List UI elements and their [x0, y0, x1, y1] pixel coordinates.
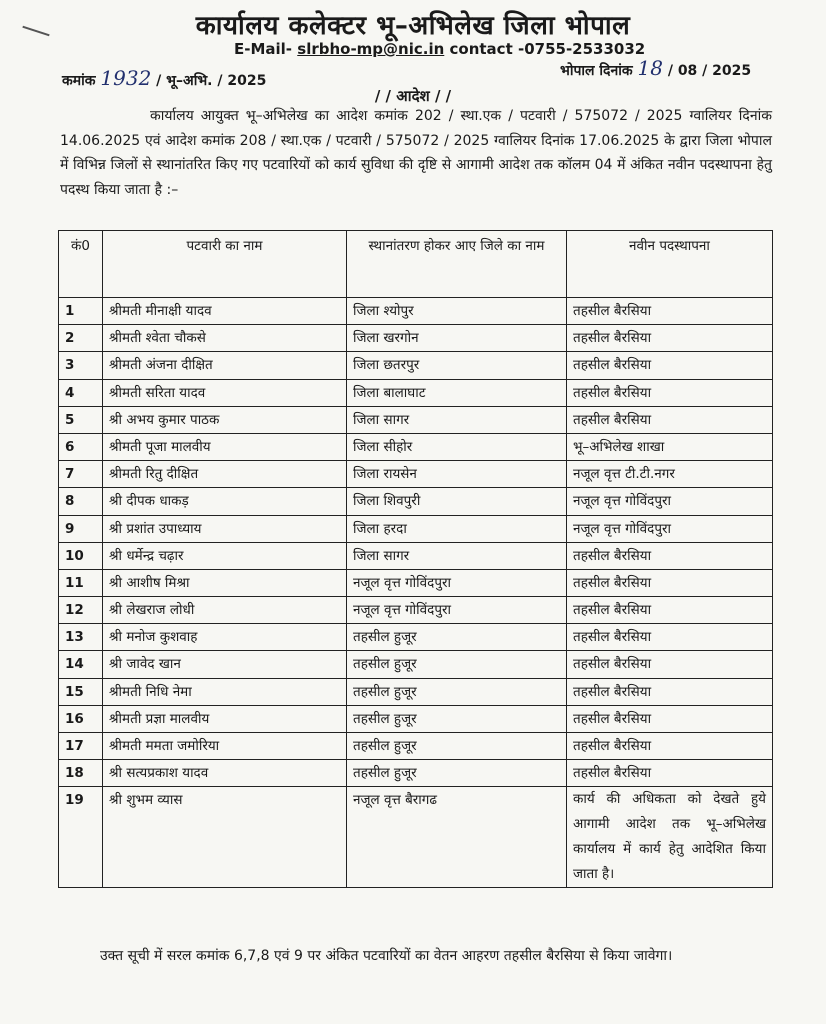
row-new-posting: नजूल वृत्त टी.टी.नगर — [567, 461, 773, 488]
table-body — [59, 298, 773, 888]
row-serial: 6 — [59, 433, 103, 460]
row-name: श्री जावेद खान — [103, 651, 347, 678]
table-row — [59, 787, 773, 888]
row-name: श्रीमती पूजा मालवीय — [103, 433, 347, 460]
row-new-posting: तहसील बैरसिया — [567, 651, 773, 678]
row-new-posting: तहसील बैरसिया — [567, 760, 773, 787]
row-serial: 18 — [59, 760, 103, 787]
row-new-posting: तहसील बैरसिया — [567, 298, 773, 325]
row-name: श्रीमती मीनाक्षी यादव — [103, 298, 347, 325]
table-header-row — [59, 231, 773, 298]
kramank-label: कमांक — [62, 73, 96, 89]
row-serial: 17 — [59, 733, 103, 760]
row-new-posting: तहसील बैरसिया — [567, 352, 773, 379]
row-name: श्रीमती सरिता यादव — [103, 379, 347, 406]
date-day-handwritten: 18 — [637, 56, 663, 80]
row-serial: 4 — [59, 379, 103, 406]
row-name: श्री आशीष मिश्रा — [103, 569, 347, 596]
row-new-posting: तहसील बैरसिया — [567, 705, 773, 732]
row-serial: 1 — [59, 298, 103, 325]
row-new-posting: तहसील बैरसिया — [567, 569, 773, 596]
col-header-from-district: स्थानांतरण होकर आए जिले का नाम — [347, 231, 567, 298]
col-header-name: पटवारी का नाम — [103, 231, 347, 298]
row-serial: 14 — [59, 651, 103, 678]
row-name: श्रीमती अंजना दीक्षित — [103, 352, 347, 379]
row-from-district: जिला सीहोर — [347, 433, 567, 460]
table-row — [59, 678, 773, 705]
row-name: श्री लेखराज लोधी — [103, 597, 347, 624]
kramank-handwritten: 1932 — [100, 66, 152, 90]
row-name: श्रीमती श्वेता चौकसे — [103, 325, 347, 352]
row-from-district: जिला खरगोन — [347, 325, 567, 352]
table-row — [59, 298, 773, 325]
row-from-district: जिला हरदा — [347, 515, 567, 542]
table-row — [59, 597, 773, 624]
row-name: श्रीमती ममता जमोरिया — [103, 733, 347, 760]
email-address: slrbho-mp@nic.in — [297, 40, 445, 58]
table-row — [59, 569, 773, 596]
row-from-district: तहसील हुजूर — [347, 678, 567, 705]
table-row — [59, 352, 773, 379]
table-row — [59, 760, 773, 787]
row-serial: 5 — [59, 406, 103, 433]
row-serial: 3 — [59, 352, 103, 379]
reference-date — [560, 56, 751, 80]
row-serial: 19 — [59, 787, 103, 888]
row-new-posting: भू–अभिलेख शाखा — [567, 433, 773, 460]
row-from-district: जिला रायसेन — [347, 461, 567, 488]
row-from-district: नजूल वृत्त गोविंदपुरा — [347, 569, 567, 596]
row-new-posting: तहसील बैरसिया — [567, 624, 773, 651]
order-heading: / / आदेश / / — [374, 87, 452, 105]
row-from-district: तहसील हुजूर — [347, 733, 567, 760]
row-serial: 15 — [59, 678, 103, 705]
row-name: श्री शुभम व्यास — [103, 787, 347, 888]
row-serial: 7 — [59, 461, 103, 488]
row-name: श्री सत्यप्रकाश यादव — [103, 760, 347, 787]
row-from-district: जिला श्योपुर — [347, 298, 567, 325]
row-new-posting: तहसील बैरसिया — [567, 678, 773, 705]
row-serial: 8 — [59, 488, 103, 515]
row-from-district: नजूल वृत्त गोविंदपुरा — [347, 597, 567, 624]
row-new-posting: तहसील बैरसिया — [567, 597, 773, 624]
table-row — [59, 488, 773, 515]
row-from-district: जिला छतरपुर — [347, 352, 567, 379]
row-from-district: तहसील हुजूर — [347, 705, 567, 732]
table-row — [59, 406, 773, 433]
table-row — [59, 705, 773, 732]
row-new-posting: कार्य की अधिकता को देखते हुये आगामी आदेश तक भू–अभिलेख कार्यालय में कार्य हेतु आदेशित किया जाता है। — [567, 787, 773, 888]
row-serial: 9 — [59, 515, 103, 542]
row-new-posting: तहसील बैरसिया — [567, 325, 773, 352]
row-new-posting: नजूल वृत्त गोविंदपुरा — [567, 488, 773, 515]
table-row — [59, 461, 773, 488]
table-row — [59, 325, 773, 352]
table-row — [59, 733, 773, 760]
row-serial: 10 — [59, 542, 103, 569]
table-row — [59, 651, 773, 678]
row-new-posting: तहसील बैरसिया — [567, 406, 773, 433]
table-row — [59, 433, 773, 460]
row-name: श्रीमती निधि नेमा — [103, 678, 347, 705]
footer-note: उक्त सूची में सरल कमांक 6,7,8 एवं 9 पर अंकित पटवारियों का वेतन आहरण तहसील बैरसिया से किया जावेगा। — [100, 948, 673, 964]
table-row — [59, 624, 773, 651]
col-header-serial: कं0 — [59, 231, 103, 298]
contact-number: contact -0755-2533032 — [449, 40, 646, 58]
intro-paragraph: कार्यालय आयुक्त भू–अभिलेख का आदेश कमांक 202 / स्था.एक / पटवारी / 575072 / 2025 ग्वालियर दिनांक 14.06.2025 एवं आदेश कमांक 208 / स्था.एक / पटवारी / 575072 / 2025 ग्वालियर दिनांक 17.06.2025 के द्वारा जिला भोपाल में विभिन्न जिलों से स्थानांतरित किए गए पटवारियों को कार्य सुविधा की दृष्टि से आगामी आदेश तक कॉलम 04 में अंकित नवीन पदस्थापना हेतु पदस्थ किया जाता है :– — [60, 108, 772, 198]
row-name: श्री मनोज कुशवाह — [103, 624, 347, 651]
row-new-posting: तहसील बैरसिया — [567, 379, 773, 406]
row-new-posting: तहसील बैरसिया — [567, 733, 773, 760]
row-name: श्री प्रशांत उपाध्याय — [103, 515, 347, 542]
row-name: श्री दीपक धाकड़ — [103, 488, 347, 515]
row-name: श्रीमती प्रज्ञा मालवीय — [103, 705, 347, 732]
row-serial: 16 — [59, 705, 103, 732]
kramank-suffix: / भू–अभि. / 2025 — [156, 73, 267, 89]
email-label: E-Mail- — [234, 40, 293, 58]
row-from-district: तहसील हुजूर — [347, 624, 567, 651]
row-name: श्रीमती रितु दीक्षित — [103, 461, 347, 488]
row-serial: 13 — [59, 624, 103, 651]
transfer-table — [58, 230, 773, 888]
row-from-district: तहसील हुजूर — [347, 651, 567, 678]
row-name: श्री अभय कुमार पाठक — [103, 406, 347, 433]
row-from-district: जिला सागर — [347, 406, 567, 433]
col-header-new-posting: नवीन पदस्थापना — [567, 231, 773, 298]
date-label: भोपाल दिनांक — [560, 63, 633, 79]
table-row — [59, 379, 773, 406]
row-from-district: जिला बालाघाट — [347, 379, 567, 406]
row-serial: 11 — [59, 569, 103, 596]
row-serial: 2 — [59, 325, 103, 352]
row-new-posting: नजूल वृत्त गोविंदपुरा — [567, 515, 773, 542]
row-from-district: जिला शिवपुरी — [347, 488, 567, 515]
row-name: श्री धर्मेन्द्र चढ़ार — [103, 542, 347, 569]
date-suffix: / 08 / 2025 — [667, 63, 752, 79]
row-new-posting: तहसील बैरसिया — [567, 542, 773, 569]
table-row — [59, 542, 773, 569]
office-title: कार्यालय कलेक्टर भू–अभिलेख जिला भोपाल — [195, 11, 631, 41]
table-row — [59, 515, 773, 542]
row-from-district: जिला सागर — [347, 542, 567, 569]
row-from-district: नजूल वृत्त बैरागढ — [347, 787, 567, 888]
row-serial: 12 — [59, 597, 103, 624]
row-from-district: तहसील हुजूर — [347, 760, 567, 787]
